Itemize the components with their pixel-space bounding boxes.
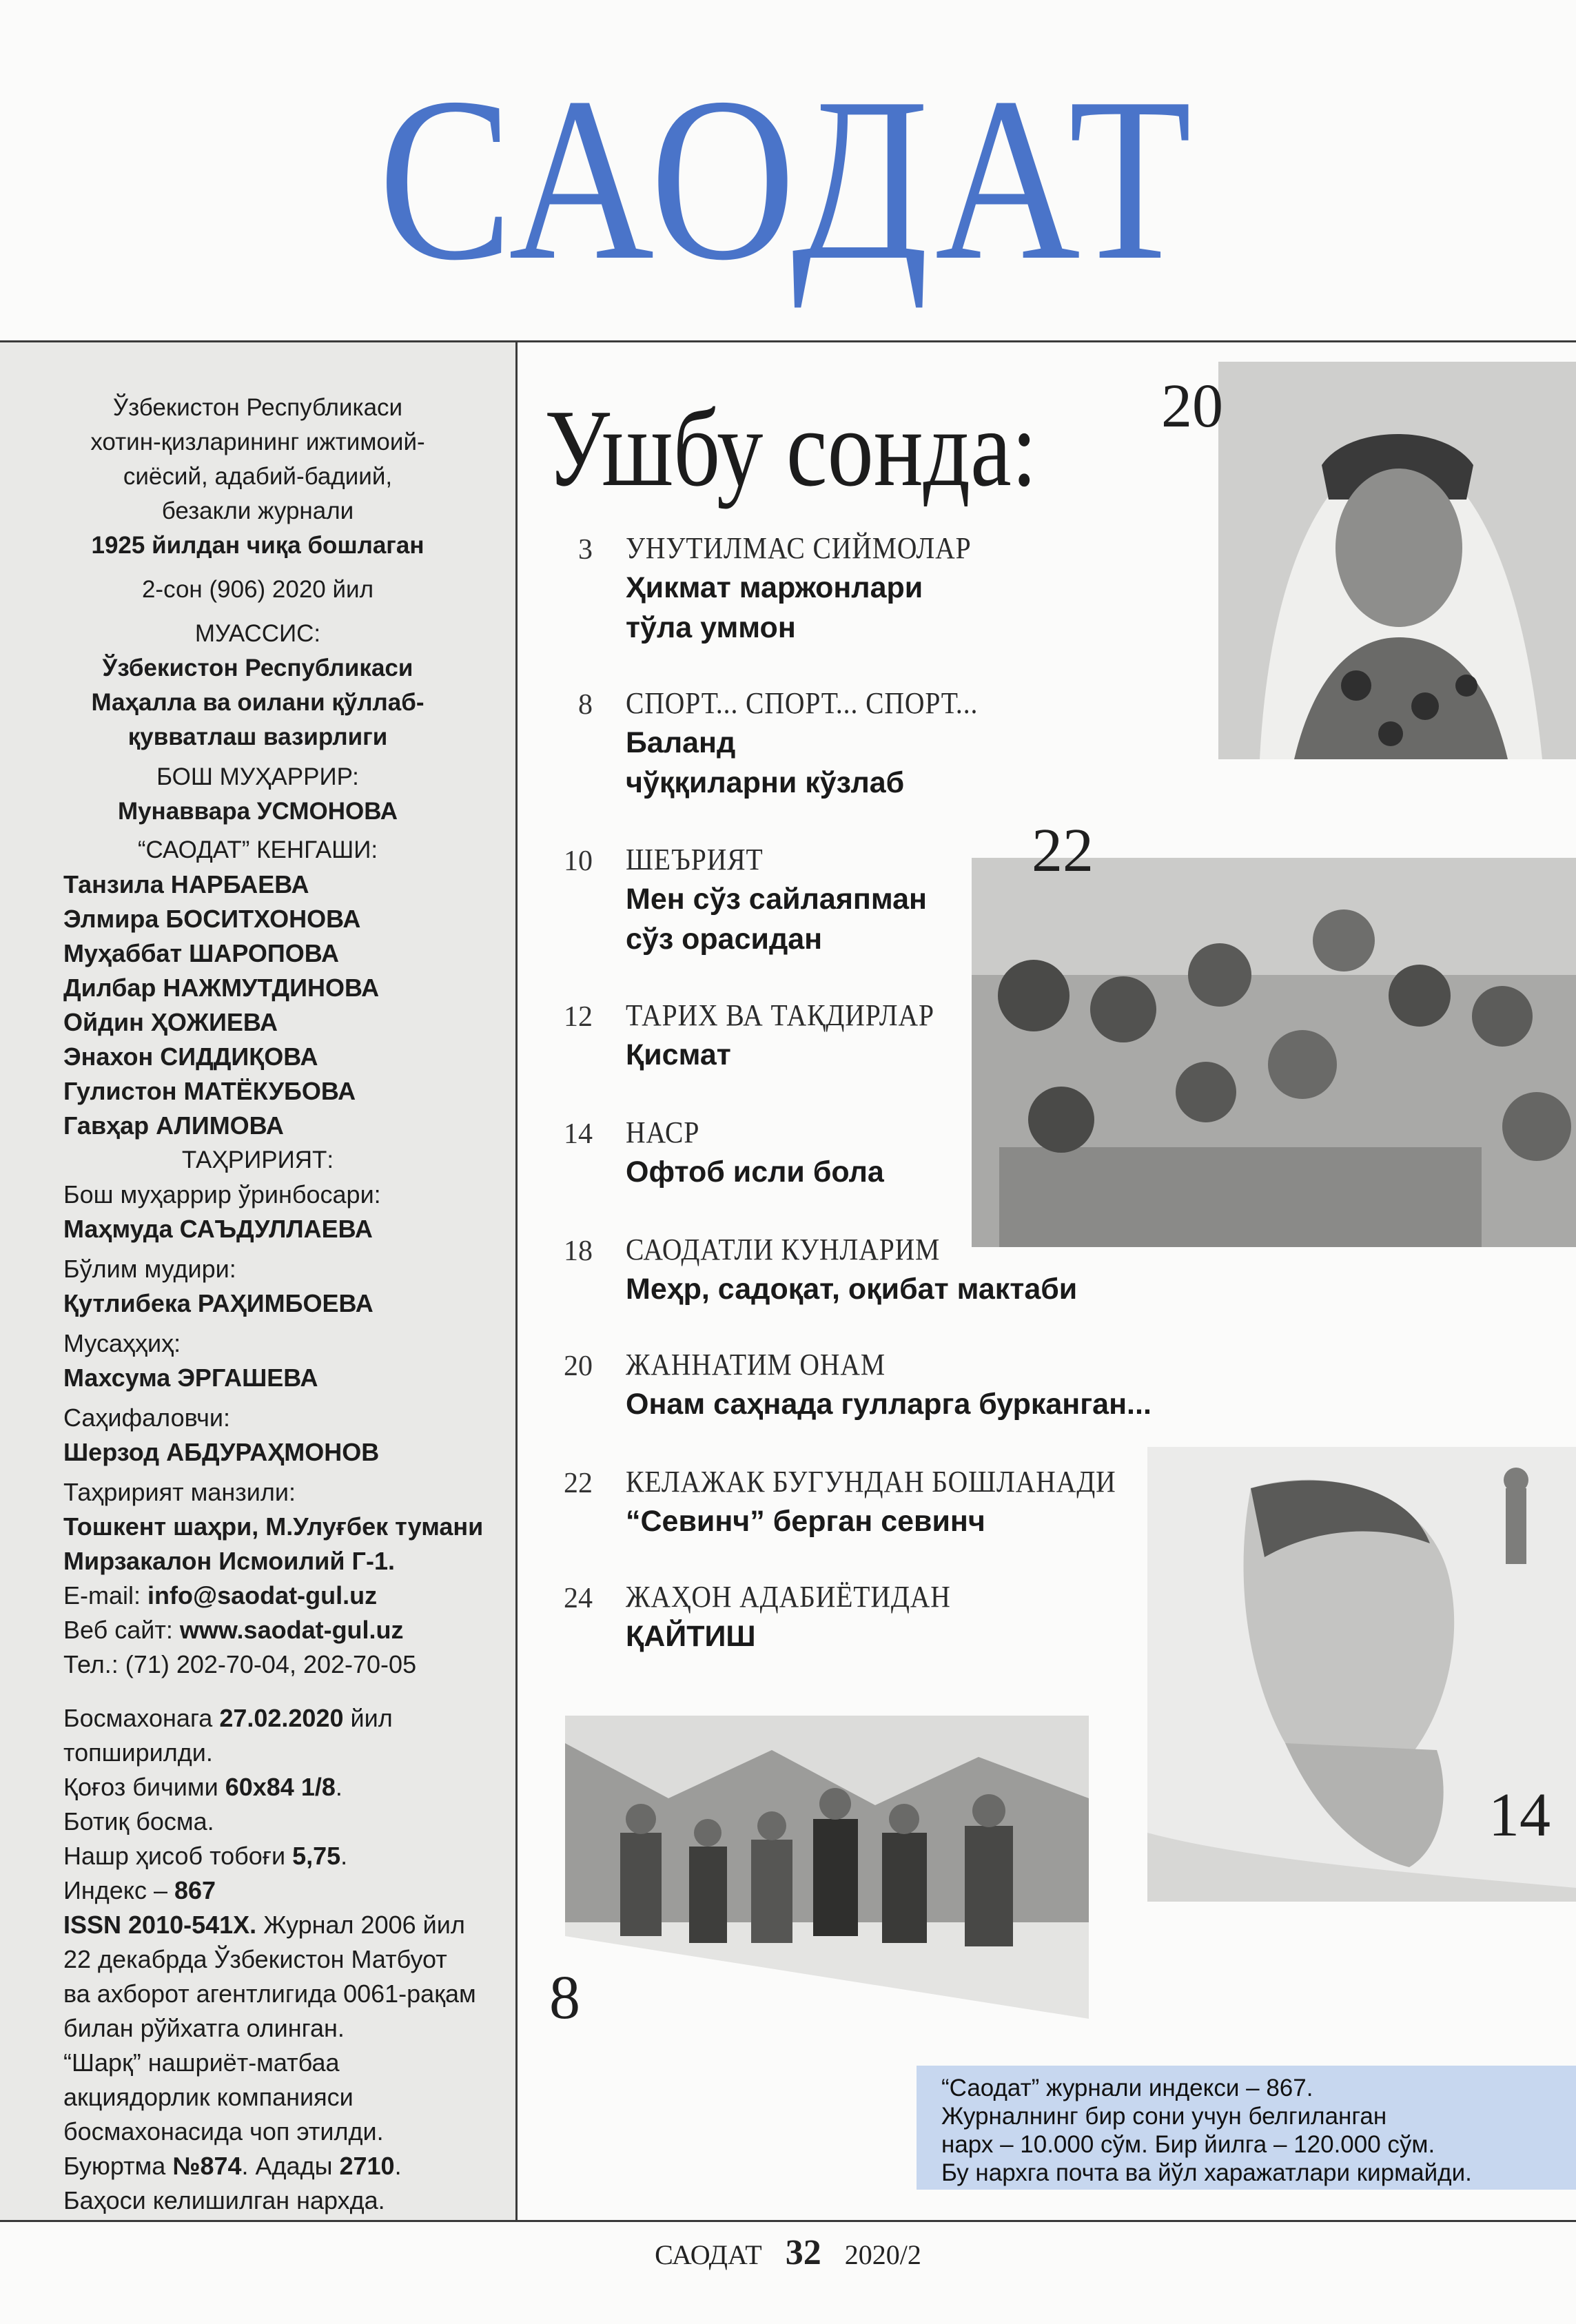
council-list bbox=[0, 867, 515, 1143]
council-member: Дилбар НАЖМУТДИНОВА bbox=[63, 974, 380, 1002]
staff-name: Шерзод АБДУРАҲМОНОВ bbox=[63, 1438, 380, 1466]
toc-headline bbox=[626, 1269, 1246, 1309]
print-text: . bbox=[394, 2152, 402, 2180]
council-member: Гулистон МАТЁКУБОВА bbox=[63, 1077, 356, 1105]
toc-page-number: 3 bbox=[578, 534, 593, 566]
web-label: Веб сайт: bbox=[63, 1616, 180, 1644]
founder-line: қувватлаш вазирлиги bbox=[127, 723, 388, 750]
staff-role: Бўлим мудири: bbox=[63, 1255, 236, 1283]
phone-line: Тел.: (71) 202-70-04, 202-70-05 bbox=[63, 1650, 417, 1678]
print-line: “Шарқ” нашриёт-матбаа bbox=[63, 2048, 340, 2077]
print-line bbox=[63, 2149, 515, 2183]
chief-label: БОШ МУҲАРРИР: bbox=[156, 763, 359, 790]
print-line bbox=[63, 1839, 515, 1873]
intro-line: Ўзбекистон Республикаси bbox=[112, 394, 403, 421]
imprint-intro bbox=[0, 342, 515, 867]
hikers-photo bbox=[565, 1716, 1089, 2019]
web-line bbox=[63, 1613, 515, 1647]
print-line: 22 декабрда Ўзбекистон Матбуот bbox=[63, 1945, 447, 1973]
print-text: . Адады bbox=[241, 2152, 340, 2180]
page-ref-drawing: 14 bbox=[1488, 1781, 1551, 1849]
council-member: Танзила НАРБАЕВА bbox=[63, 870, 309, 898]
toc-section: ЖАҲОН АДАБИЁТИДАН bbox=[626, 1580, 951, 1614]
page-ref-portrait: 20 bbox=[1161, 372, 1223, 440]
toc-page-number: 24 bbox=[564, 1583, 593, 1614]
chief-name: Мунаввара УСМОНОВА bbox=[117, 798, 398, 825]
info-line: нарх – 10.000 сўм. Бир йилга – 120.000 сўм. bbox=[941, 2131, 1435, 2158]
web-link[interactable]: www.saodat-gul.uz bbox=[179, 1616, 404, 1644]
council-label: “САОДАТ” КЕНГАШИ: bbox=[137, 836, 378, 863]
email-line bbox=[63, 1579, 515, 1613]
headline-line: ҚАЙТИШ bbox=[626, 1620, 756, 1653]
founder-line: Маҳалла ва оилани қўллаб- bbox=[91, 689, 424, 716]
headline-line: чўққиларни кўзлаб bbox=[626, 766, 905, 799]
toc-page-number: 8 bbox=[578, 689, 593, 721]
headline-line: “Севинч” берган севинч bbox=[626, 1505, 985, 1538]
toc-section: ШЕЪРИЯТ bbox=[626, 843, 764, 876]
founder-line: Ўзбекистон Республикаси bbox=[102, 655, 413, 681]
council-member: Элмира БОСИТХОНОВА bbox=[63, 905, 361, 933]
toc-title: Ушбу сонда: bbox=[544, 387, 1038, 509]
council-member: Энахон СИДДИҚОВА bbox=[63, 1042, 318, 1071]
print-line: Баҳоси келишилган нархда. bbox=[63, 2186, 385, 2214]
toc-page-number: 20 bbox=[564, 1350, 593, 1382]
toc-page-number: 10 bbox=[564, 845, 593, 877]
toc-page-number: 12 bbox=[564, 1001, 593, 1033]
headline-line: сўз орасидан bbox=[626, 923, 823, 956]
toc-page-number: 14 bbox=[564, 1118, 593, 1150]
staff-role: Бош муҳаррир ўринбосари: bbox=[63, 1180, 381, 1209]
print-line bbox=[63, 1701, 515, 1736]
paper-format: 60х84 1/8 bbox=[225, 1773, 336, 1801]
footer-issue: 2020/2 bbox=[844, 2239, 921, 2270]
page-footer bbox=[0, 2232, 1576, 2273]
print-line: ва ахборот агентлигида 0061-рақам bbox=[63, 1979, 476, 2008]
email-label: E-mail: bbox=[63, 1581, 148, 1610]
address-label: Таҳририят манзили: bbox=[63, 1478, 296, 1506]
council-member: Муҳаббат ШАРОПОВА bbox=[63, 939, 339, 967]
issn-number: ISSN 2010-541X. bbox=[63, 1911, 257, 1939]
print-line: топширилди. bbox=[63, 1738, 213, 1767]
masthead-title: САОДАТ bbox=[378, 49, 1198, 309]
print-text: Буюртма bbox=[63, 2152, 173, 2180]
intro-line: хотин-қизларининг ижтимоий- bbox=[90, 429, 425, 455]
print-line bbox=[63, 1908, 515, 1942]
founder-label: МУАССИС: bbox=[194, 620, 321, 647]
toc-headline bbox=[626, 723, 1246, 803]
email-link[interactable]: info@saodat-gul.uz bbox=[147, 1581, 378, 1610]
footer-title: САОДАТ bbox=[655, 2239, 762, 2270]
founded-line: 1925 йилдан чиқа бошлаган bbox=[91, 532, 424, 559]
print-sheets: 5,75 bbox=[292, 1842, 341, 1870]
print-line: акциядорлик компанияси bbox=[63, 2083, 354, 2111]
staff-role: Саҳифаловчи: bbox=[63, 1403, 230, 1432]
headline-line: Ҳикмат маржонлари bbox=[626, 571, 923, 604]
toc-section: ТАРИХ ВА ТАҚДИРЛАР bbox=[626, 998, 934, 1032]
toc-section: УНУТИЛМАС СИЙМОЛАР bbox=[626, 531, 972, 565]
print-date: 27.02.2020 bbox=[219, 1704, 344, 1732]
bottom-rule bbox=[0, 2220, 1576, 2222]
footer-page-number: 32 bbox=[785, 2233, 821, 2272]
toc-headline bbox=[626, 568, 1246, 648]
toc-section: ЖАННАТИМ ОНАМ bbox=[626, 1348, 886, 1381]
print-run: 2710 bbox=[339, 2152, 395, 2180]
print-line bbox=[63, 1873, 515, 1908]
toc-page-number: 22 bbox=[564, 1468, 593, 1499]
print-line: билан рўйхатга олинган. bbox=[63, 2014, 345, 2042]
staff-name: Махсума ЭРГАШЕВА bbox=[63, 1364, 318, 1392]
council-member: Ойдин ҲОЖИЕВА bbox=[63, 1008, 278, 1036]
print-text: . bbox=[340, 1842, 348, 1870]
editorial-label: ТАҲРИРИЯТ: bbox=[181, 1146, 334, 1173]
headline-line: Мен сўз сайлаяпман bbox=[626, 883, 928, 916]
print-text: Босмахонага bbox=[63, 1704, 220, 1732]
headline-line: тўла уммон bbox=[626, 611, 796, 644]
staff-name: Маҳмуда САЪДУЛЛАЕВА bbox=[63, 1215, 373, 1243]
editorial-staff bbox=[0, 1178, 515, 2218]
print-text: йил bbox=[343, 1704, 393, 1732]
headline-line: Баланд bbox=[626, 726, 736, 759]
print-line: босмахонасида чоп этилди. bbox=[63, 2117, 384, 2146]
toc-section: САОДАТЛИ КУНЛАРИМ bbox=[626, 1233, 941, 1266]
address-line: Мирзакалон Исмоилий Г-1. bbox=[63, 1547, 395, 1575]
headline-line: Меҳр, садоқат, оқибат мактаби bbox=[626, 1273, 1078, 1306]
issue-line: 2-сон (906) 2020 йил bbox=[141, 576, 374, 603]
toc-headline bbox=[626, 1384, 1246, 1424]
children-photo bbox=[972, 858, 1576, 1247]
headline-line: Офтоб исли бола bbox=[626, 1155, 884, 1189]
subscription-info-box bbox=[917, 2066, 1576, 2190]
page-ref-children: 22 bbox=[1032, 816, 1094, 885]
imprint-sidebar bbox=[0, 342, 515, 2220]
portrait-photo bbox=[1218, 362, 1576, 759]
headline-line: Онам саҳнада гулларга бурканган... bbox=[626, 1388, 1152, 1421]
print-text: Индекс – bbox=[63, 1876, 174, 1904]
staff-role: Мусаҳҳиҳ: bbox=[63, 1329, 181, 1357]
print-line bbox=[63, 1770, 515, 1804]
intro-line: сиёсий, адабий-бадиий, bbox=[123, 463, 393, 490]
column-divider bbox=[515, 342, 518, 2220]
info-line: Бу нархга почта ва йўл харажатлари кирмайди. bbox=[941, 2159, 1472, 2186]
staff-name: Қутлибека РАҲИМБОЕВА bbox=[63, 1289, 373, 1317]
print-text: . bbox=[335, 1773, 342, 1801]
print-text: Журнал 2006 йил bbox=[256, 1911, 465, 1939]
print-text: Нашр ҳисоб тобоғи bbox=[63, 1842, 293, 1870]
toc-section: НАСР bbox=[626, 1115, 700, 1149]
address-line: Тошкент шаҳри, М.Улуғбек тумани bbox=[63, 1512, 484, 1541]
info-line: “Саодат” журнали индекси – 867. bbox=[941, 2075, 1313, 2101]
headline-line: Қисмат bbox=[626, 1038, 731, 1071]
order-number: №874 bbox=[172, 2152, 242, 2180]
toc-page-number: 18 bbox=[564, 1235, 593, 1267]
toc-section: СПОРТ... СПОРТ... СПОРТ... bbox=[626, 686, 979, 720]
intro-line: безакли журнали bbox=[161, 497, 354, 524]
toc-section: КЕЛАЖАК БУГУНДАН БОШЛАНАДИ bbox=[626, 1465, 1116, 1499]
info-line: Журналнинг бир сони учун белгиланган bbox=[941, 2103, 1387, 2130]
council-member: Гавҳар АЛИМОВА bbox=[63, 1111, 284, 1140]
print-text: Қоғоз бичими bbox=[63, 1773, 225, 1801]
print-line: Ботиқ босма. bbox=[63, 1807, 214, 1835]
page-ref-hikers: 8 bbox=[549, 1964, 580, 2032]
print-index: 867 bbox=[174, 1876, 216, 1904]
